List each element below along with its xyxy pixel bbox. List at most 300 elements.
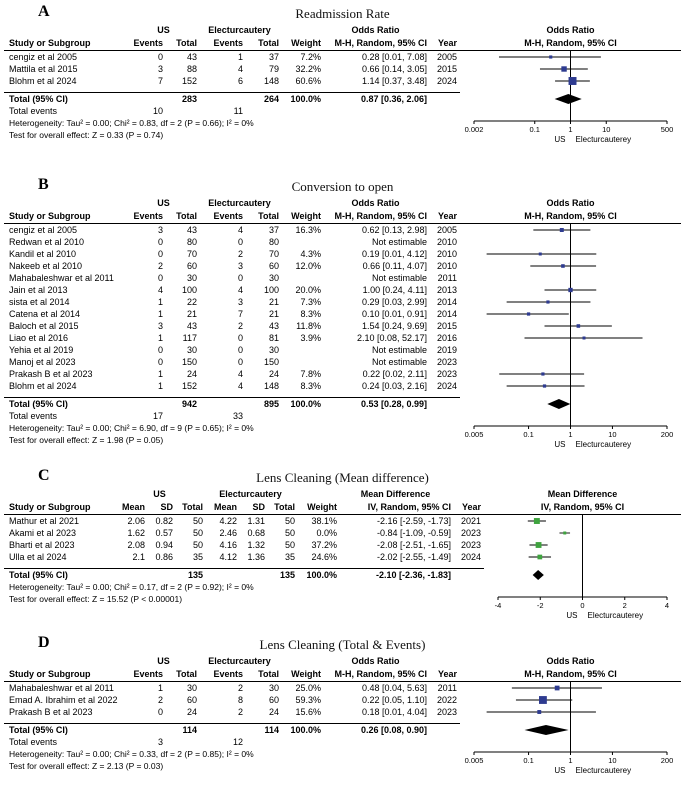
events-cell: 1 xyxy=(157,369,163,379)
forest-plot-svg xyxy=(460,224,681,450)
total-cell: 60 xyxy=(186,695,197,705)
table-column xyxy=(4,488,484,605)
year-cell: 2023 xyxy=(460,540,481,550)
total-estimate-cell: -2.10 [-2.36, -1.83] xyxy=(375,570,451,580)
total-events-cell xyxy=(166,105,200,117)
events-cell: 2 xyxy=(157,261,163,271)
year-cell: 2021 xyxy=(460,516,481,526)
total-cell: 50 xyxy=(284,540,295,550)
sd-cell: 0.57 xyxy=(155,528,173,538)
plot-column xyxy=(484,488,681,621)
study-name: Baloch et al 2015 xyxy=(9,321,79,331)
estimate-cell: 1.54 [0.24, 9.69] xyxy=(361,321,427,331)
study-name: Bharti et al 2023 xyxy=(9,540,75,550)
column-header: Total xyxy=(176,669,197,679)
total-total-cell: 135 xyxy=(187,570,203,580)
total-cell: 79 xyxy=(268,64,279,74)
effect-square xyxy=(577,324,581,328)
effect-square xyxy=(563,532,566,535)
study-name: Jain et al 2013 xyxy=(9,285,68,295)
column-header: Weight xyxy=(307,502,337,512)
weight-cell: 25.0% xyxy=(295,683,321,693)
table-header xyxy=(4,655,460,682)
column-header: Weight xyxy=(291,211,321,221)
total-diamond xyxy=(547,399,570,409)
axis-tick-label: 10 xyxy=(608,756,617,765)
events-cell: 1 xyxy=(157,309,163,319)
axis-tick-label: 2 xyxy=(622,601,627,610)
events-cell: 3 xyxy=(237,261,243,271)
study-name: Akami et al 2023 xyxy=(9,528,77,538)
estimate-cell: 0.66 [0.14, 3.05] xyxy=(361,64,427,74)
events-cell: 2 xyxy=(237,321,243,331)
sd-cell: 0.86 xyxy=(155,552,173,562)
total-cell: 43 xyxy=(186,52,197,62)
total-cell: 24 xyxy=(186,369,197,379)
axis-tick-label: 0 xyxy=(580,601,585,610)
column-header: M-H, Random, 95% CI xyxy=(334,38,427,48)
total-cell: 70 xyxy=(186,249,197,259)
panel-title: Conversion to open xyxy=(291,179,394,194)
group2-header: Electurcautery xyxy=(208,25,271,35)
events-cell: 6 xyxy=(237,76,243,86)
panel-title-row xyxy=(4,176,681,197)
plot-method-label: M-H, Random, 95% CI xyxy=(524,38,617,48)
total-events-cell xyxy=(130,93,166,105)
total-mean-cell xyxy=(206,569,240,581)
heterogeneity-note: Heterogeneity: Tau² = 0.00; Chi² = 0.83, df = 2 (P = 0.66); I² = 0% xyxy=(9,118,254,128)
weight-cell: 15.6% xyxy=(295,707,321,717)
total-cell: 37 xyxy=(268,225,279,235)
events-cell: 1 xyxy=(237,52,243,62)
study-name: Manoj et al 2023 xyxy=(9,357,76,367)
weight-cell: 38.1% xyxy=(311,516,337,526)
total-estimate-cell: 0.53 [0.28, 0.99] xyxy=(360,399,427,409)
events-cell: 4 xyxy=(237,369,243,379)
effect-square xyxy=(561,264,565,268)
effect-header: Mean Difference xyxy=(360,489,431,499)
axis-tick-label: 0.1 xyxy=(523,756,534,765)
favours-group1-label: US xyxy=(554,135,566,144)
effect-square xyxy=(549,55,552,58)
events-cell: 0 xyxy=(157,52,163,62)
year-cell: 2011 xyxy=(437,273,457,283)
plot-header xyxy=(460,197,681,224)
panel-title: Lens Cleaning (Total & Events) xyxy=(259,637,426,652)
table-column xyxy=(4,197,460,446)
total-events-cell xyxy=(200,93,246,105)
total-events-cell xyxy=(130,398,166,410)
study-rows xyxy=(4,515,484,563)
year-cell: 2023 xyxy=(460,528,481,538)
total-cell: 60 xyxy=(186,261,197,271)
estimate-cell: 0.22 [0.02, 2.11] xyxy=(362,369,427,379)
study-name: Mahabaleshwar et al 2011 xyxy=(9,683,114,693)
axis-tick-label: -2 xyxy=(536,601,544,610)
plot-effect-title: Odds Ratio xyxy=(546,656,595,666)
events-cell: 3 xyxy=(157,64,163,74)
forest-plot xyxy=(460,224,681,450)
total-diamond xyxy=(525,725,569,735)
total-cell: 152 xyxy=(181,381,197,391)
study-name: Blohm et al 2024 xyxy=(9,76,77,86)
total-cell: 100 xyxy=(181,285,197,295)
events-cell: 0 xyxy=(157,707,163,717)
total-events-label: Total events xyxy=(9,411,58,421)
total-cell: 50 xyxy=(284,528,295,538)
total-year-cell xyxy=(430,398,460,410)
total-cell: 22 xyxy=(186,297,197,307)
group1-header: US xyxy=(157,656,170,666)
total-cell: 30 xyxy=(268,273,279,283)
events-cell: 4 xyxy=(157,285,163,295)
study-name: Mathur et al 2021 xyxy=(9,516,80,526)
effect-square xyxy=(537,555,542,560)
group1-header: US xyxy=(153,489,166,499)
estimate-cell: 0.62 [0.13, 2.98] xyxy=(361,225,427,235)
estimate-cell: 0.48 [0.04, 5.63] xyxy=(361,683,427,693)
effect-square xyxy=(539,253,542,256)
axis-tick-label: 0.005 xyxy=(464,756,484,765)
column-header: SD xyxy=(160,502,173,512)
weight-cell: 3.9% xyxy=(300,333,321,343)
study-name: Prakash B et al 2023 xyxy=(9,369,93,379)
forest-plot-svg xyxy=(460,51,681,145)
plot-column xyxy=(460,24,681,145)
total-section xyxy=(4,93,460,117)
weight-cell xyxy=(282,356,324,368)
total-cell: 117 xyxy=(182,333,197,343)
total-weight-cell: 100.0% xyxy=(290,94,321,104)
favours-group1-label: US xyxy=(554,440,566,449)
panel-title: Lens Cleaning (Mean difference) xyxy=(256,470,429,485)
study-rows xyxy=(4,682,460,718)
year-cell: 2011 xyxy=(437,683,457,693)
events-cell: 3 xyxy=(157,321,163,331)
study-name: Emad A. Ibrahim et al 2022 xyxy=(9,695,118,705)
axis-tick-label: 200 xyxy=(660,756,674,765)
overall-effect-note: Test for overall effect: Z = 0.33 (P = 0.74) xyxy=(9,130,164,140)
column-header: Weight xyxy=(291,669,321,679)
total-total-cell: 114 xyxy=(264,725,279,735)
total-cell: 88 xyxy=(186,64,197,74)
favours-group2-label: Electurcauterey xyxy=(575,440,632,449)
axis-tick-label: 0.1 xyxy=(523,430,534,439)
total-cell: 60 xyxy=(268,261,279,271)
total-cell: 80 xyxy=(186,237,197,247)
total-cell: 30 xyxy=(268,345,279,355)
total-cell: 100 xyxy=(263,285,279,295)
total-cell: 148 xyxy=(263,381,279,391)
column-header: Total xyxy=(176,211,197,221)
study-name: Redwan et al 2010 xyxy=(9,237,85,247)
estimate-cell: Not estimable xyxy=(371,237,427,247)
column-header: M-H, Random, 95% CI xyxy=(334,211,427,221)
total-cell: 50 xyxy=(192,540,203,550)
weight-cell: 11.8% xyxy=(296,321,321,331)
weight-cell xyxy=(282,272,324,284)
panel-body xyxy=(4,24,681,145)
column-header: Total xyxy=(258,669,279,679)
total-cell: 24 xyxy=(186,707,197,717)
column-header: Total xyxy=(274,502,295,512)
total-cell: 70 xyxy=(268,249,279,259)
column-header: Total xyxy=(258,211,279,221)
panel-body xyxy=(4,655,681,776)
weight-cell: 7.8% xyxy=(300,369,321,379)
table-header xyxy=(4,488,484,515)
estimate-cell: 0.29 [0.03, 2.99] xyxy=(361,297,427,307)
overall-effect-note: Test for overall effect: Z = 15.52 (P < 0.00001) xyxy=(9,594,183,604)
total-cell: 24 xyxy=(268,369,279,379)
estimate-cell: 0.28 [0.01, 7.08] xyxy=(361,52,427,62)
events-cell: 1 xyxy=(157,333,163,343)
estimate-cell: -2.02 [-2.55, -1.49] xyxy=(376,552,451,562)
total-diamond xyxy=(533,570,544,580)
weight-cell: 60.6% xyxy=(295,76,321,86)
effect-square xyxy=(555,686,560,691)
total-cell: 24 xyxy=(268,707,279,717)
panel-title-row xyxy=(4,3,681,24)
events-cell: 1 xyxy=(157,297,163,307)
plot-effect-title: Odds Ratio xyxy=(546,25,595,35)
group2-header: Electurcautery xyxy=(208,656,271,666)
table-column xyxy=(4,24,460,141)
study-name: Nakeeb et al 2010 xyxy=(9,261,83,271)
column-header: Total xyxy=(258,38,279,48)
events-cell: 7 xyxy=(237,309,243,319)
effect-square xyxy=(539,696,547,704)
total-events-cell xyxy=(430,105,460,117)
effect-square xyxy=(534,518,540,524)
table-header xyxy=(4,197,460,224)
axis-tick-label: 10 xyxy=(608,430,617,439)
panel-letter: C xyxy=(38,467,50,484)
year-cell: 2014 xyxy=(436,297,457,307)
effect-square xyxy=(569,77,577,85)
total-year-cell xyxy=(430,724,460,736)
estimate-cell: -2.08 [-2.51, -1.65] xyxy=(376,540,451,550)
total-cell: 30 xyxy=(186,683,197,693)
column-header: Events xyxy=(133,211,163,221)
mean-cell: 4.16 xyxy=(219,540,237,550)
weight-cell: 20.0% xyxy=(295,285,321,295)
sd-cell: 0.82 xyxy=(155,516,173,526)
effect-square xyxy=(561,66,566,71)
axis-tick-label: 1 xyxy=(568,756,573,765)
overall-effect-note: Test for overall effect: Z = 1.98 (P = 0.05) xyxy=(9,435,164,445)
axis-tick-label: 0.005 xyxy=(464,430,484,439)
weight-cell: 8.3% xyxy=(300,309,321,319)
estimate-cell: -2.16 [-2.59, -1.73] xyxy=(376,516,451,526)
column-header: Study or Subgroup xyxy=(9,211,91,221)
sd-cell: 0.94 xyxy=(155,540,173,550)
total-events-cell xyxy=(246,105,282,117)
year-cell: 2015 xyxy=(436,321,457,331)
year-cell: 2014 xyxy=(436,309,457,319)
total-events-cell xyxy=(324,410,430,422)
table-header xyxy=(4,24,460,51)
total-events-cell xyxy=(200,398,246,410)
effect-square xyxy=(537,710,541,714)
favours-group1-label: US xyxy=(554,766,566,775)
panel-b xyxy=(4,176,681,450)
panel-letter: A xyxy=(38,3,50,20)
estimate-cell: 0.19 [0.01, 4.12] xyxy=(361,249,427,259)
events-cell: 8 xyxy=(237,695,243,705)
year-cell: 2010 xyxy=(436,249,457,259)
study-name: Mattila et al 2015 xyxy=(9,64,78,74)
estimate-cell: Not estimable xyxy=(371,357,427,367)
total-events-cell: 11 xyxy=(233,106,243,116)
study-name: Yehia et al 2019 xyxy=(9,345,74,355)
study-name: Blohm et al 2024 xyxy=(9,381,77,391)
estimate-cell: 0.66 [0.11, 4.07] xyxy=(362,261,427,271)
mean-cell: 2.46 xyxy=(219,528,237,538)
effect-square xyxy=(536,542,542,548)
study-name: Ulla et al 2024 xyxy=(9,552,67,562)
estimate-cell: 2.10 [0.08, 52.17] xyxy=(356,333,427,343)
axis-tick-label: 1 xyxy=(568,125,573,134)
weight-cell: 0.0% xyxy=(316,528,337,538)
weight-cell: 7.3% xyxy=(300,297,321,307)
year-cell: 2010 xyxy=(436,261,457,271)
column-header: Events xyxy=(213,669,243,679)
forest-plot-svg xyxy=(460,682,681,776)
total-events-cell: 3 xyxy=(157,737,163,747)
total-cell: 21 xyxy=(268,309,279,319)
weight-cell: 59.3% xyxy=(295,695,321,705)
total-label: Total (95% CI) xyxy=(9,399,68,409)
total-events-cell xyxy=(166,736,200,748)
total-sd-cell xyxy=(240,569,268,581)
total-events-cell: 33 xyxy=(232,411,243,421)
weight-cell: 37.2% xyxy=(311,540,337,550)
plot-column xyxy=(460,655,681,776)
events-cell: 0 xyxy=(237,345,243,355)
total-cell: 152 xyxy=(181,76,197,86)
column-header: Study or Subgroup xyxy=(9,669,91,679)
effect-square xyxy=(560,228,564,232)
events-cell: 3 xyxy=(237,297,243,307)
panel-title-row xyxy=(4,467,681,488)
events-cell: 0 xyxy=(157,273,163,283)
total-total-cell: 895 xyxy=(263,399,279,409)
total-weight-cell: 100.0% xyxy=(306,570,337,580)
events-cell: 1 xyxy=(157,381,163,391)
total-cell: 21 xyxy=(186,309,197,319)
total-events-cell xyxy=(282,736,324,748)
column-header: Mean xyxy=(121,502,145,512)
estimate-cell: 0.10 [0.01, 0.91] xyxy=(361,309,427,319)
sd-cell: 0.68 xyxy=(247,528,265,538)
total-cell: 43 xyxy=(268,321,279,331)
total-events-cell xyxy=(324,105,430,117)
total-year-cell xyxy=(454,569,484,581)
total-label: Total (95% CI) xyxy=(9,94,68,104)
total-cell: 30 xyxy=(268,683,279,693)
events-cell: 4 xyxy=(237,225,243,235)
panel-letter: D xyxy=(38,634,50,651)
study-name: Mahabaleshwar et al 2011 xyxy=(9,273,114,283)
favours-group1-label: US xyxy=(566,611,578,620)
column-header: Study or Subgroup xyxy=(9,38,91,48)
axis-tick-label: 4 xyxy=(664,601,670,610)
events-cell: 1 xyxy=(157,683,163,693)
column-header: Events xyxy=(133,669,163,679)
events-cell: 4 xyxy=(237,64,243,74)
panel-title-row xyxy=(4,634,681,655)
weight-cell: 24.6% xyxy=(311,552,337,562)
year-cell: 2024 xyxy=(460,552,481,562)
axis-tick-label: 10 xyxy=(602,125,611,134)
panel-letter: B xyxy=(38,176,49,193)
year-cell: 2010 xyxy=(436,237,457,247)
axis-tick-label: 0.1 xyxy=(529,125,540,134)
total-cell: 80 xyxy=(268,237,279,247)
column-header: Year xyxy=(461,502,481,512)
events-cell: 0 xyxy=(157,237,163,247)
group1-header: US xyxy=(157,198,170,208)
year-cell: 2022 xyxy=(436,695,457,705)
effect-header: Odds Ratio xyxy=(351,656,400,666)
total-section xyxy=(4,569,484,581)
total-total-cell: 114 xyxy=(182,725,197,735)
total-cell: 50 xyxy=(284,516,295,526)
events-cell: 0 xyxy=(237,357,243,367)
weight-cell xyxy=(282,236,324,248)
column-header: Weight xyxy=(291,38,321,48)
total-events-cell xyxy=(430,410,460,422)
events-cell: 2 xyxy=(237,683,243,693)
plot-header xyxy=(484,488,681,515)
year-cell: 2005 xyxy=(436,225,457,235)
total-estimate-cell: 0.87 [0.36, 2.06] xyxy=(360,94,427,104)
total-mean-cell xyxy=(116,569,148,581)
total-events-cell xyxy=(246,410,282,422)
year-cell: 2024 xyxy=(436,76,457,86)
total-cell: 43 xyxy=(186,321,197,331)
weight-cell: 16.3% xyxy=(295,225,321,235)
favours-group2-label: Electurcauterey xyxy=(575,135,632,144)
column-header: Events xyxy=(133,38,163,48)
events-cell: 0 xyxy=(157,345,163,355)
heterogeneity-note: Heterogeneity: Tau² = 0.00; Chi² = 0.33, df = 2 (P = 0.85); I² = 0% xyxy=(9,749,254,759)
total-weight-cell: 100.0% xyxy=(290,725,321,735)
panel-body xyxy=(4,197,681,450)
total-total-cell: 942 xyxy=(181,399,197,409)
weight-cell: 7.2% xyxy=(300,52,321,62)
year-cell: 2023 xyxy=(436,369,457,379)
plot-effect-title: Odds Ratio xyxy=(546,198,595,208)
panel-a xyxy=(4,3,681,145)
events-cell: 2 xyxy=(237,249,243,259)
total-section xyxy=(4,398,460,422)
column-header: SD xyxy=(252,502,265,512)
sd-cell: 1.36 xyxy=(247,552,265,562)
events-cell: 0 xyxy=(157,249,163,259)
total-total-cell: 283 xyxy=(181,94,197,104)
weight-cell: 32.2% xyxy=(295,64,321,74)
plot-header xyxy=(460,24,681,51)
total-events-label: Total events xyxy=(9,106,58,116)
events-cell: 3 xyxy=(157,225,163,235)
effect-square xyxy=(568,288,572,292)
year-cell: 2023 xyxy=(436,357,457,367)
column-header: M-H, Random, 95% CI xyxy=(334,669,427,679)
estimate-cell: 0.22 [0.05, 1.10] xyxy=(361,695,427,705)
weight-cell: 12.0% xyxy=(295,261,321,271)
